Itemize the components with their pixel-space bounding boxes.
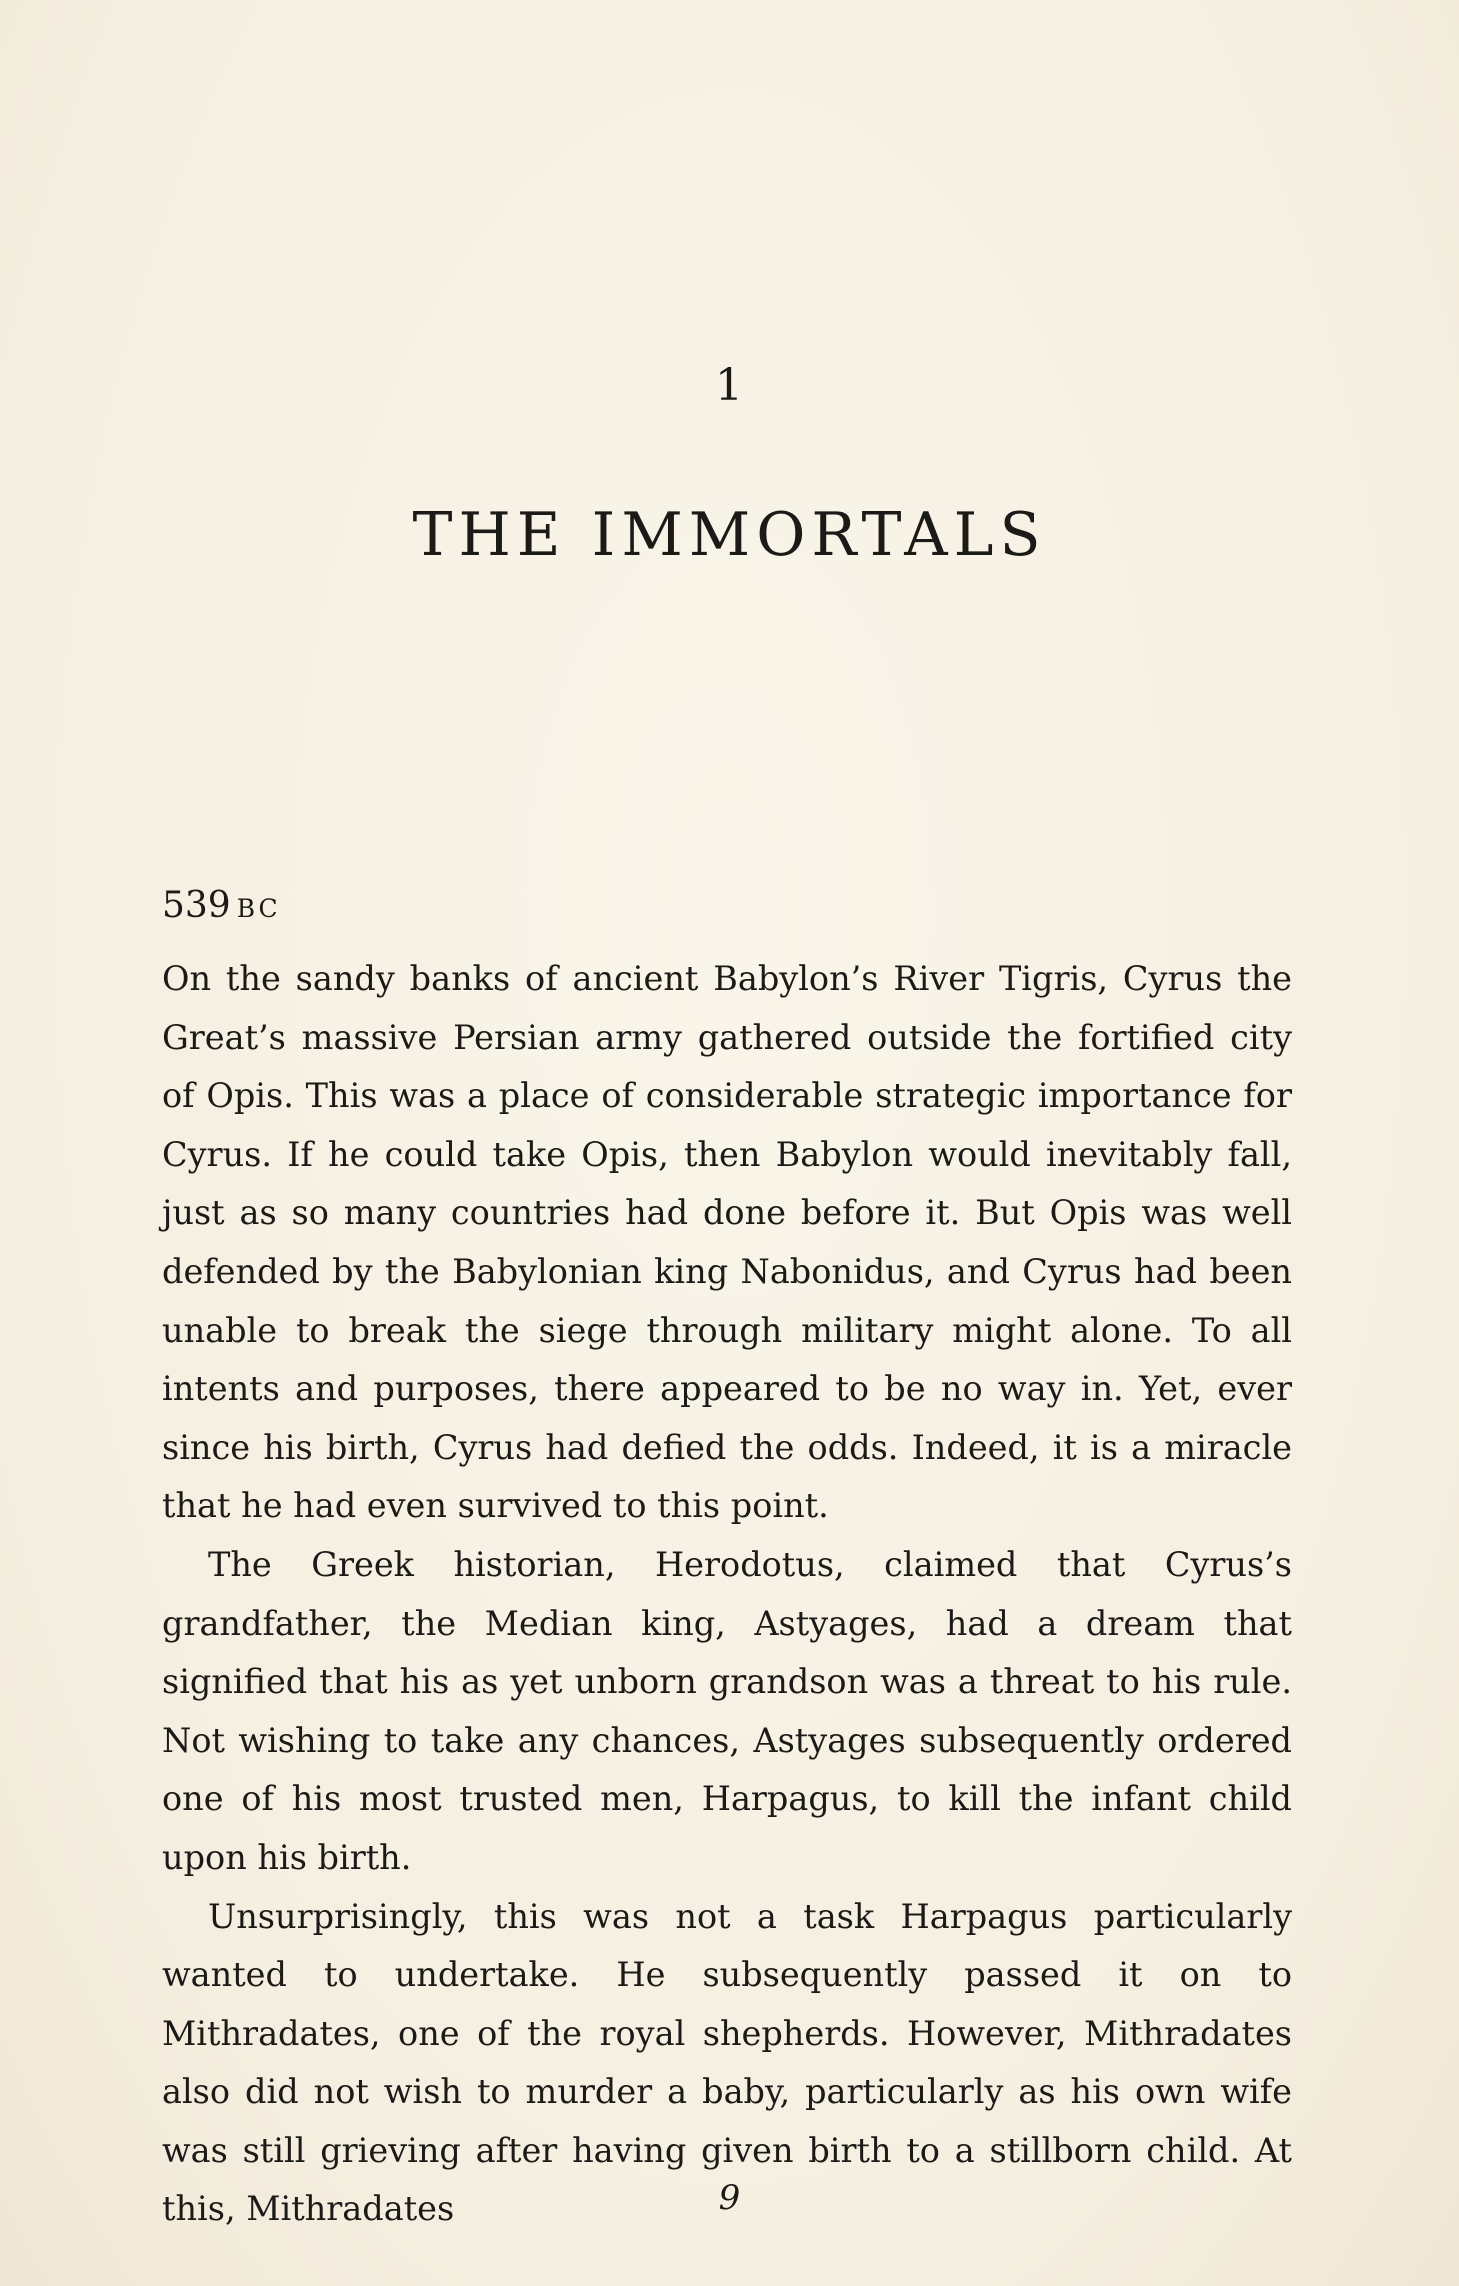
section-date [162, 885, 281, 926]
page-number: 9 [718, 2178, 741, 2218]
section-era: BC [236, 894, 281, 923]
chapter-number: 1 [715, 360, 744, 411]
paragraph: Unsurprisingly, this was not a task Harpagus particularly wanted to undertake. He subsequently passed it on to Mithradates, one of the royal shepherds. However, Mithradates also did not wish to murder a baby, particularly as his own wife was still grieving after having given birth to a stillborn child. At this, Mithradates [162, 1896, 1292, 2229]
chapter-title: THE IMMORTALS [412, 500, 1047, 570]
paragraph: The Greek historian, Herodotus, claimed that Cyrus’s grandfather, the Median king, Astyages, had a dream that signified that his as yet unborn grandson was a threat to his rule. Not wishing to take any chances, Astyages subsequently ordered one of his most trusted men, Harpagus, to kill the infant child upon his birth. [162, 1544, 1292, 1877]
paragraph: On the sandy banks of ancient Babylon’s River Tigris, Cyrus the Great’s massive Persian army gathered outside the fortified city of Opis. This was a place of considerable strategic importance for Cyrus. If he could take Opis, then Babylon would inevitably fall, just as so many countries had done before it. But Opis was well defended by the Babylonian king Nabonidus, and Cyrus had been unable to break the siege through military might alone. To all intents and purposes, there appeared to be no way in. Yet, ever since his birth, Cyrus had defied the odds. Indeed, it is a miracle that he had even survived to this point. [162, 959, 1292, 1526]
body-text [162, 950, 1292, 2239]
section-year: 539 [162, 885, 231, 926]
